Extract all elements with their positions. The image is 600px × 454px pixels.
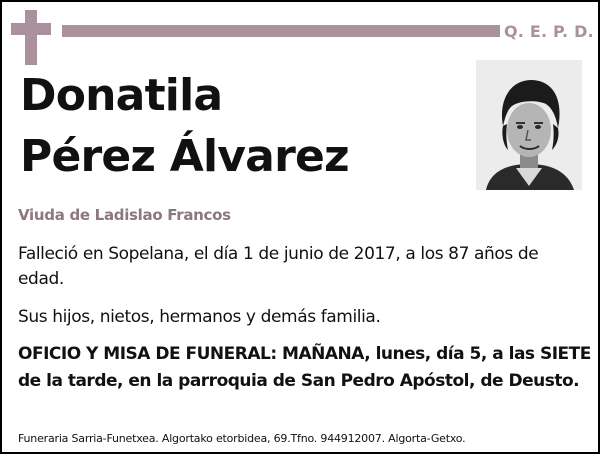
header-rule: [62, 25, 500, 37]
portrait-photo: [476, 60, 582, 190]
deceased-first-name: Donatila: [20, 70, 223, 121]
funeral-home-info: Funeraria Sarria-Funetxea. Algortako etorbidea, 69.Tfno. 944912007. Algorta-Getxo.: [18, 432, 466, 445]
family-line: Sus hijos, nietos, hermanos y demás familia.: [18, 307, 381, 327]
funeral-announcement: OFICIO Y MISA DE FUNERAL: MAÑANA, lunes, día 5, a las SIETE de la tarde, en la parroquia de San Pedro Apóstol, de Deusto.: [18, 344, 591, 391]
deceased-surnames: Pérez Álvarez: [20, 131, 349, 182]
cross-icon-arm: [11, 23, 51, 35]
qepd-label: Q. E. P. D.: [504, 22, 594, 41]
portrait-image: [476, 60, 582, 190]
cross-icon: [25, 10, 37, 65]
widow-line: Viuda de Ladislao Francos: [18, 206, 231, 224]
death-notice: Falleció en Sopelana, el día 1 de junio de 2017, a los 87 años de edad.: [18, 244, 539, 289]
